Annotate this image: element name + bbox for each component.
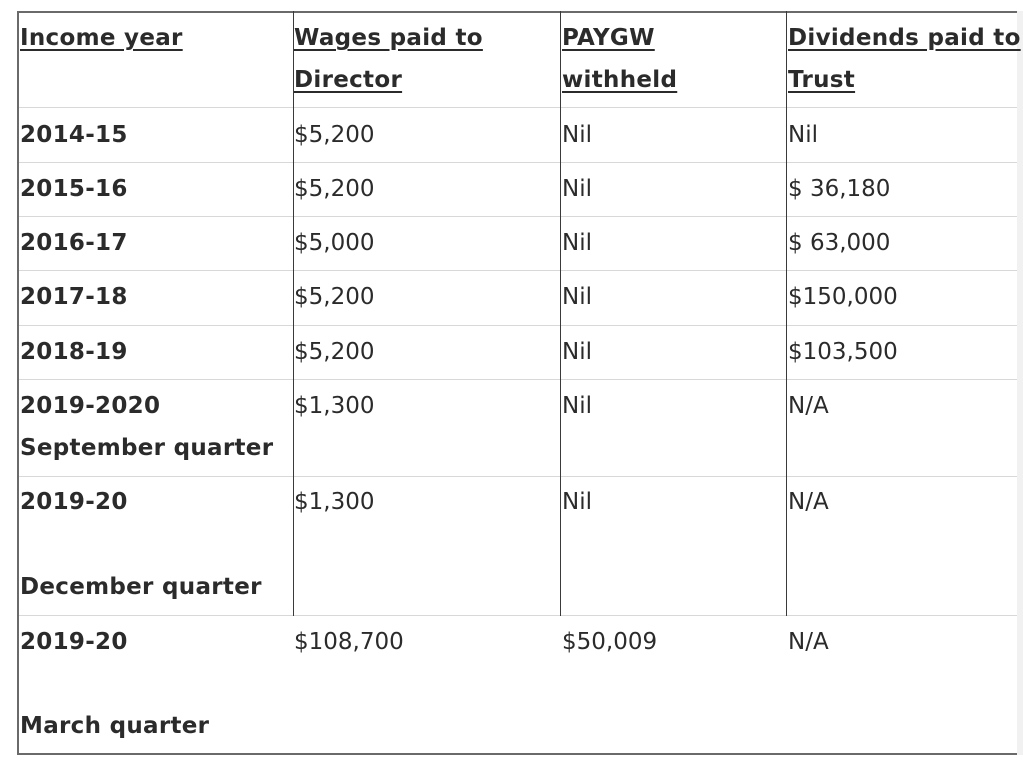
row-divider (17, 270, 1023, 271)
row-year-period: September quarter (20, 435, 274, 461)
row-dividends: N/A (788, 393, 829, 419)
row-paygw: Nil (562, 393, 592, 419)
header-dividends-line2: Trust (788, 67, 856, 93)
row-wages: $5,200 (294, 339, 375, 365)
row-wages: $1,300 (294, 393, 375, 419)
row-divider (17, 476, 1023, 477)
column-divider (786, 11, 787, 616)
row-divider (17, 107, 1023, 108)
table-bottom-border (17, 753, 1023, 755)
column-divider (560, 11, 561, 616)
row-divider (17, 379, 1023, 380)
row-dividends: N/A (788, 489, 829, 515)
row-paygw: Nil (562, 339, 592, 365)
header-wages-line2: Director (294, 67, 403, 93)
row-paygw: Nil (562, 122, 592, 148)
table-top-border (17, 11, 1023, 13)
row-year: 2019-20 (20, 489, 128, 515)
row-year: 2016-17 (20, 230, 128, 256)
row-paygw: Nil (562, 230, 592, 256)
row-wages: $1,300 (294, 489, 375, 515)
row-paygw: Nil (562, 489, 592, 515)
row-year: 2017-18 (20, 284, 128, 310)
row-dividends: $ 63,000 (788, 230, 891, 256)
row-year: 2015-16 (20, 176, 128, 202)
header-income-year: Income year (20, 25, 183, 51)
table-left-border (17, 11, 19, 755)
row-dividends: $ 36,180 (788, 176, 891, 202)
row-dividends: $103,500 (788, 339, 898, 365)
row-divider (17, 162, 1023, 163)
row-divider (17, 216, 1023, 217)
row-divider (17, 325, 1023, 326)
header-dividends-line1: Dividends paid to (788, 25, 1021, 51)
row-year-period: December quarter (20, 574, 262, 600)
row-wages: $5,200 (294, 284, 375, 310)
row-year: 2019-2020 (20, 393, 161, 419)
row-year-period: March quarter (20, 713, 210, 739)
right-edge-shade (1017, 11, 1023, 755)
row-divider (17, 615, 1023, 616)
row-wages: $5,200 (294, 122, 375, 148)
row-dividends: N/A (788, 629, 829, 655)
row-wages: $108,700 (294, 629, 404, 655)
row-paygw: Nil (562, 176, 592, 202)
row-paygw: Nil (562, 284, 592, 310)
header-paygw-line1: PAYGW (562, 25, 655, 51)
row-dividends: Nil (788, 122, 818, 148)
row-year: 2019-20 (20, 629, 128, 655)
row-year: 2014-15 (20, 122, 128, 148)
row-wages: $5,000 (294, 230, 375, 256)
row-wages: $5,200 (294, 176, 375, 202)
header-paygw-line2: withheld (562, 67, 678, 93)
row-year: 2018-19 (20, 339, 128, 365)
row-dividends: $150,000 (788, 284, 898, 310)
row-paygw: $50,009 (562, 629, 658, 655)
header-wages-line1: Wages paid to (294, 25, 483, 51)
